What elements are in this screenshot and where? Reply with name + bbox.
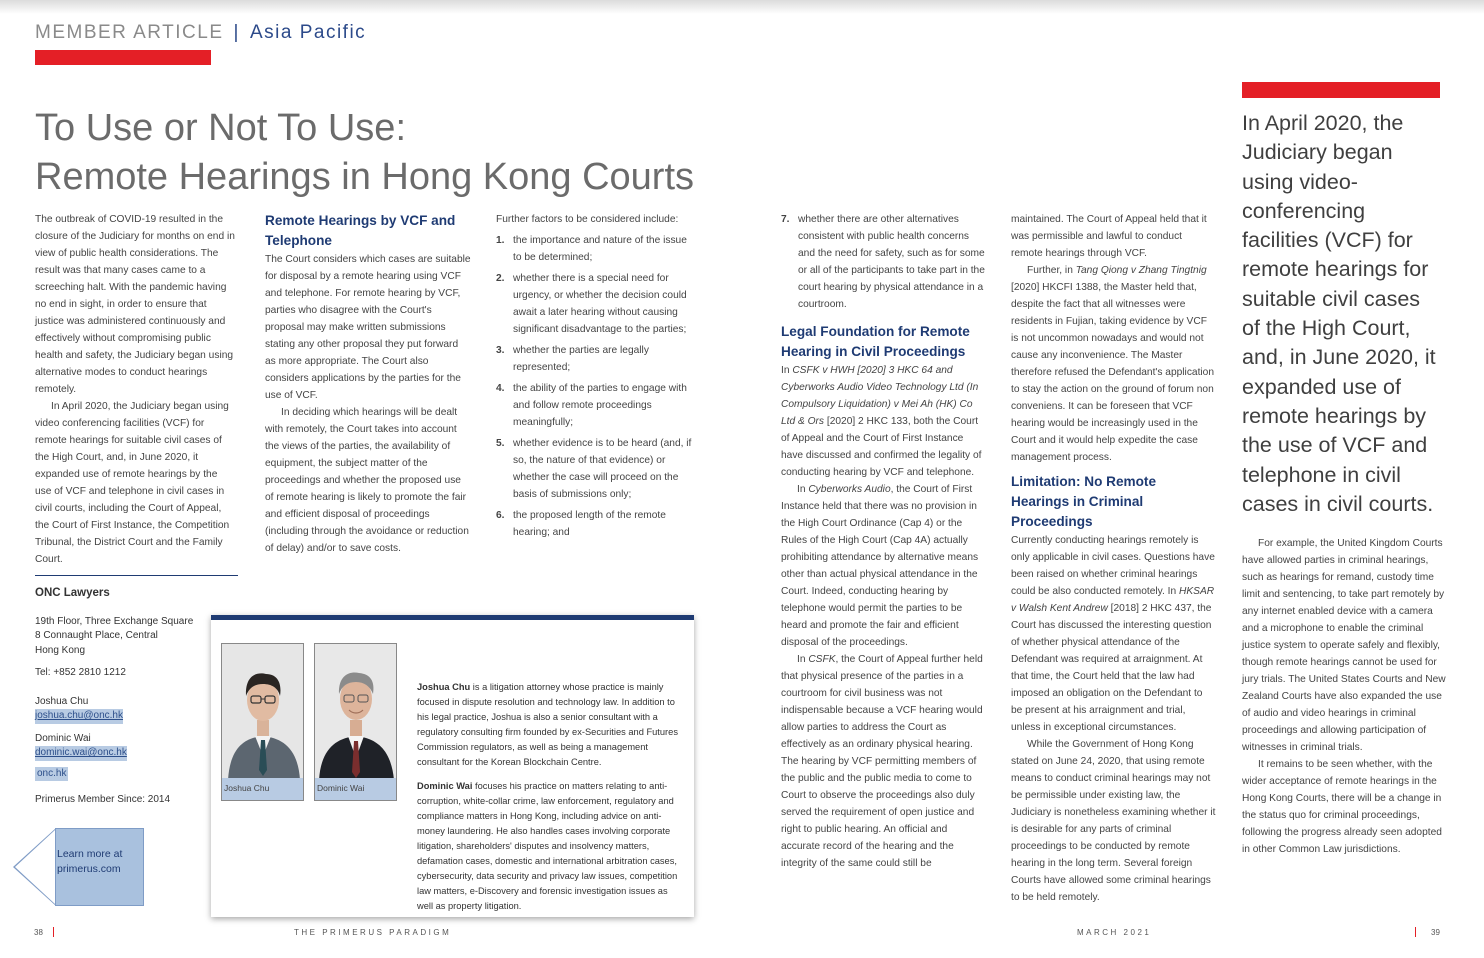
text-run: Currently conducting hearings remotely is only applicable in civil cases. Questions have been raised on whether criminal hearings could be also conducted remotely. In bbox=[1011, 535, 1215, 597]
list-number: 2. bbox=[496, 273, 505, 284]
accent-bar-left bbox=[35, 50, 211, 65]
list-number: 6. bbox=[496, 510, 505, 521]
bio-name: Dominic Wai bbox=[417, 781, 473, 791]
publication-name: THE PRIMERUS PARADIGM bbox=[294, 928, 452, 937]
case-citation: CSFK bbox=[808, 654, 836, 665]
list-item bbox=[496, 507, 694, 541]
case-citation: Cyberworks Audio bbox=[808, 484, 891, 495]
col5-paragraph-3 bbox=[1011, 532, 1216, 736]
pull-quote: In April 2020, the Judiciary began using video-conferencing facilities (VCF) for remote hearings for suitable civil cases of the High Court, and, in June 2020, it expanded use of remote hearings by the use of VCF and telephone in civil cases in civil courts. bbox=[1242, 111, 1436, 516]
text-run: In bbox=[781, 365, 793, 376]
column-6 bbox=[1242, 535, 1448, 858]
article-title bbox=[35, 104, 735, 202]
bio-dominic bbox=[417, 779, 682, 914]
column-2 bbox=[265, 211, 471, 557]
text-run: In bbox=[797, 484, 809, 495]
factors-intro: Further factors to be considered include: bbox=[496, 214, 679, 225]
list-text: whether the parties are legally represented; bbox=[513, 345, 649, 373]
column-5 bbox=[1011, 211, 1216, 906]
firm-contact-block bbox=[35, 575, 238, 808]
list-number: 4. bbox=[496, 383, 505, 394]
photo-caption: Dominic Wai bbox=[315, 778, 396, 800]
address-line: Hong Kong bbox=[35, 644, 86, 656]
col5-paragraph-4: While the Government of Hong Kong stated on June 24, 2020, that using remote means to conduct criminal hearings may not be permissible under existing law, the Judiciary is nonetheless examining whether it is desirable for any parts of criminal proceedings to be conducted by remote hearing in the long term. Several foreign Courts have allowed some criminal hearings to be held remotely. bbox=[1011, 739, 1216, 903]
website-link[interactable]: onc.hk bbox=[35, 767, 68, 782]
column-1 bbox=[35, 211, 235, 568]
list-text: whether evidence is to be heard (and, if so, the nature of that evidence) or whether the case will proceed on the basis of submissions only; bbox=[513, 438, 692, 500]
bio-name: Joshua Chu bbox=[417, 682, 471, 692]
list-item bbox=[496, 232, 694, 266]
person-portrait-icon bbox=[222, 644, 304, 780]
bio-joshua bbox=[417, 680, 682, 770]
list-text: whether there is a special need for urgency, or whether the decision could await a later hearing without causing significant disadvantage to the parties; bbox=[513, 273, 687, 335]
title-line-1: To Use or Not To Use: bbox=[35, 107, 407, 149]
list-item bbox=[496, 380, 694, 431]
title-line-2: Remote Hearings in Hong Kong Courts bbox=[35, 156, 695, 198]
col6-paragraph-2: It remains to be seen whether, with the wider acceptance of remote hearings in the Hong Kong Courts, there will be a change in the status quo for criminal proceedings, following the progress already seen adopted in other Common Law jurisdictions. bbox=[1242, 759, 1442, 855]
contact-name: Joshua Chu bbox=[35, 695, 89, 707]
phone-number: Tel: +852 2810 1212 bbox=[35, 667, 126, 678]
factors-list-continued bbox=[781, 211, 986, 313]
column-4 bbox=[781, 211, 986, 872]
text-run: [2020] 2 HKC 133, both the Court of Appeal and the Court of First Instance have discussed and confirmed the legality of conducting hearing by VCF and telephone. bbox=[781, 416, 982, 478]
list-number: 7. bbox=[781, 214, 790, 225]
author-photo-dominic bbox=[314, 643, 397, 801]
list-text: whether there are other alternatives consistent with public health concerns and the need for safety, such as for some or all of the participants to take part in the court hearing by physical attendance in a courtroom. bbox=[798, 214, 985, 310]
issue-date: MARCH 2021 bbox=[1077, 928, 1152, 937]
list-item bbox=[781, 211, 986, 313]
section-heading-limitation: Limitation: No Remote Hearings in Criminal Proceedings bbox=[1011, 474, 1156, 529]
list-number: 1. bbox=[496, 235, 505, 246]
col4-paragraph-3 bbox=[781, 651, 986, 872]
top-shadow bbox=[0, 0, 1484, 14]
column-3 bbox=[496, 211, 694, 541]
col2-paragraph-1: The Court considers which cases are suitable for disposal by a remote hearing using VCF and telephone. For remote hearing by VCF, parties who disagree with the Court's proposal may make written submissions stating any other proposal they put forward as more appropriate. The Court also considers applications by the parties for the use of VCF. bbox=[265, 254, 471, 401]
member-since: Primerus Member Since: 2014 bbox=[35, 794, 171, 805]
kicker-separator: | bbox=[233, 22, 240, 43]
footer-divider-right bbox=[1415, 927, 1416, 937]
email-link-dominic[interactable]: dominic.wai@onc.hk bbox=[35, 746, 127, 761]
contact-name: Dominic Wai bbox=[35, 732, 91, 744]
footer-divider-left bbox=[53, 927, 54, 937]
email-link-joshua[interactable]: joshua.chu@onc.hk bbox=[35, 709, 123, 724]
case-citation: Tang Qiong v Zhang Tingtnig bbox=[1075, 265, 1207, 276]
case-citation: CSFK v HWH [2020] 3 HKC 64 and Cyberworks Audio Video Technology Ltd (In Compulsory Liquidation) v Mei Ah (HK) Co Ltd & Ors bbox=[781, 365, 979, 427]
section-heading-remote-hearings: Remote Hearings by VCF and Telephone bbox=[265, 213, 456, 248]
col2-paragraph-2: In deciding which hearings will be dealt with remotely, the Court takes into account the views of the parties, the availability of equipment, the subject matter of the proceedings and whether the proposed use of remote hearing is likely to promote the fair and efficient disposal of proceedings (including through the avoidance or reduction of delay) and/or to save costs. bbox=[265, 407, 469, 554]
learn-more-text bbox=[57, 847, 147, 877]
case-citation: HKSAR v Walsh Kent Andrew bbox=[1011, 586, 1215, 614]
learn-more-button[interactable] bbox=[13, 828, 144, 906]
bio-body: is a litigation attorney whose practice is mainly focused in dispute resolution and technology law. In addition to his legal practice, Joshua is also a senior consultant with a regulatory consulting firm founded by ex-Securities and Futures Commission regulators, as well as being a management consultant for the Korean Blockchain Centre. bbox=[417, 682, 678, 767]
bio-body: focuses his practice on matters relating to anti-corruption, white-collar crime, law enforcement, regulatory and compliance matters in Hong Kong, including advice on anti-money laundering. He also handles cases involving corporate litigation, shareholders' disputes and insolvency matters, defamation cases, domestic and international arbitration cases, cybersecurity, data security and privacy law issues, competition law matters, e-Discovery and forensic investigation issues as well as property litigation. bbox=[417, 781, 678, 911]
arrow-inner bbox=[15, 830, 55, 904]
list-item bbox=[496, 270, 694, 338]
list-number: 5. bbox=[496, 438, 505, 449]
col1-paragraph-1: The outbreak of COVID-19 resulted in the closure of the Judiciary for months on end in view of public health considerations. The result was that many cases came to a screeching halt. With the pandemic having no end in sight, in order to ensure that justice was administered continuously and effectively without compromising public health and safety, the Judiciary began using alternative modes to conduct hearings remotely. bbox=[35, 214, 235, 395]
list-item bbox=[496, 435, 694, 503]
list-number: 3. bbox=[496, 345, 505, 356]
author-bio-card bbox=[211, 615, 694, 917]
article-kicker bbox=[35, 22, 366, 44]
learn-more-line-2: primerus.com bbox=[57, 863, 121, 875]
address-line: 19th Floor, Three Exchange Square bbox=[35, 615, 194, 627]
text-run: [2018] 2 HKC 437, the Court has discussed the interesting question of whether physical attendance of the Defendant was required at arraignment. At that time, the Court held that the law had imposed an obligation on the Defendant to be present at his arraignment and trial, unless in exceptional circumstances. bbox=[1011, 603, 1212, 733]
text-run: Further, in bbox=[1027, 265, 1076, 276]
page-number-left: 38 bbox=[34, 928, 43, 937]
col5-paragraph-2 bbox=[1011, 262, 1216, 466]
col5-paragraph-1: maintained. The Court of Appeal held that it was permissible and lawful to conduct remote hearings through VCF. bbox=[1011, 214, 1207, 259]
kicker-region: Asia Pacific bbox=[249, 22, 367, 43]
person-portrait-icon bbox=[315, 644, 397, 780]
text-run: In bbox=[797, 654, 809, 665]
factors-list bbox=[496, 232, 694, 541]
list-text: the proposed length of the remote hearing; and bbox=[513, 510, 666, 538]
bio-text bbox=[417, 680, 682, 923]
col4-paragraph-1 bbox=[781, 362, 986, 481]
kicker-label: MEMBER ARTICLE bbox=[35, 22, 224, 43]
col4-paragraph-2 bbox=[781, 481, 986, 651]
author-photo-joshua bbox=[221, 643, 304, 801]
list-item bbox=[496, 342, 694, 376]
accent-bar-right bbox=[1242, 82, 1440, 98]
text-run: [2020] HKCFI 1388, the Master held that, despite the fact that all witnesses were residents in Fujian, taking evidence by VCF is not uncommon nowadays and would not cause any inconvenience. The Master therefore refused the Defendant's application to stay the action on the ground of forum non conveniens. It can be foreseen that VCF hearing would be increasingly used in the Court and it would help expedite the case management process. bbox=[1011, 282, 1214, 463]
address-line: 8 Connaught Place, Central bbox=[35, 630, 158, 641]
section-heading-legal-foundation: Legal Foundation for Remote Hearing in Civil Proceedings bbox=[781, 324, 970, 359]
page-number-right: 39 bbox=[1431, 928, 1440, 937]
col6-paragraph-1: For example, the United Kingdom Courts have allowed parties in criminal hearings, such as hearings for remand, custody time limit and sentencing, to take part remotely by any internet enabled device with a camera and a microphone to enable the criminal justice system to operate safely and flexibly, though remote hearings cannot be used for jury trials. The United States Courts and New Zealand Courts have also expanded the use of audio and video hearings in criminal proceedings and allowing participation of witnesses in criminal trials. bbox=[1242, 538, 1446, 753]
text-run: , the Court of First Instance held that there was no provision in the High Court Ordinance (Cap 4) or the Rules of the High Court (Cap 4A) actually prohibiting attendance by alternative means other than actual physical attendance in the Court. Indeed, conducting hearing by telephone would permit the parties to be heard and promote the fair and efficient disposal of the proceedings. bbox=[781, 484, 979, 648]
learn-more-line-1: Learn more at bbox=[57, 848, 123, 860]
col1-paragraph-2: In April 2020, the Judiciary began using video conferencing facilities (VCF) for remote hearings for suitable civil cases of the High Court, and, in June 2020, it expanded use of remote hearings by the use of VCF and telephone in civil cases in civil courts, including the Court of Appeal, the Court of First Instance, the Competition Tribunal, the District Court and the Family Court. bbox=[35, 401, 230, 565]
firm-name: ONC Lawyers bbox=[35, 587, 110, 599]
text-run: , the Court of Appeal further held that physical presence of the parties in a courtroom for civil business was not indispensable because a VCF hearing would allow parties to address the Court as effectively as an ordinary physical hearing. The hearing by VCF permitting members of the public and the public media to come to Court to observe the proceedings also duly served the requirement of open justice and right to public hearing. An official and accurate record of the hearing and the integrity of the same could still be bbox=[781, 654, 983, 869]
photo-caption: Joshua Chu bbox=[222, 778, 303, 800]
list-text: the importance and nature of the issue to be determined; bbox=[513, 235, 687, 263]
list-text: the ability of the parties to engage with and follow remote proceedings meaningfully; bbox=[513, 383, 687, 428]
